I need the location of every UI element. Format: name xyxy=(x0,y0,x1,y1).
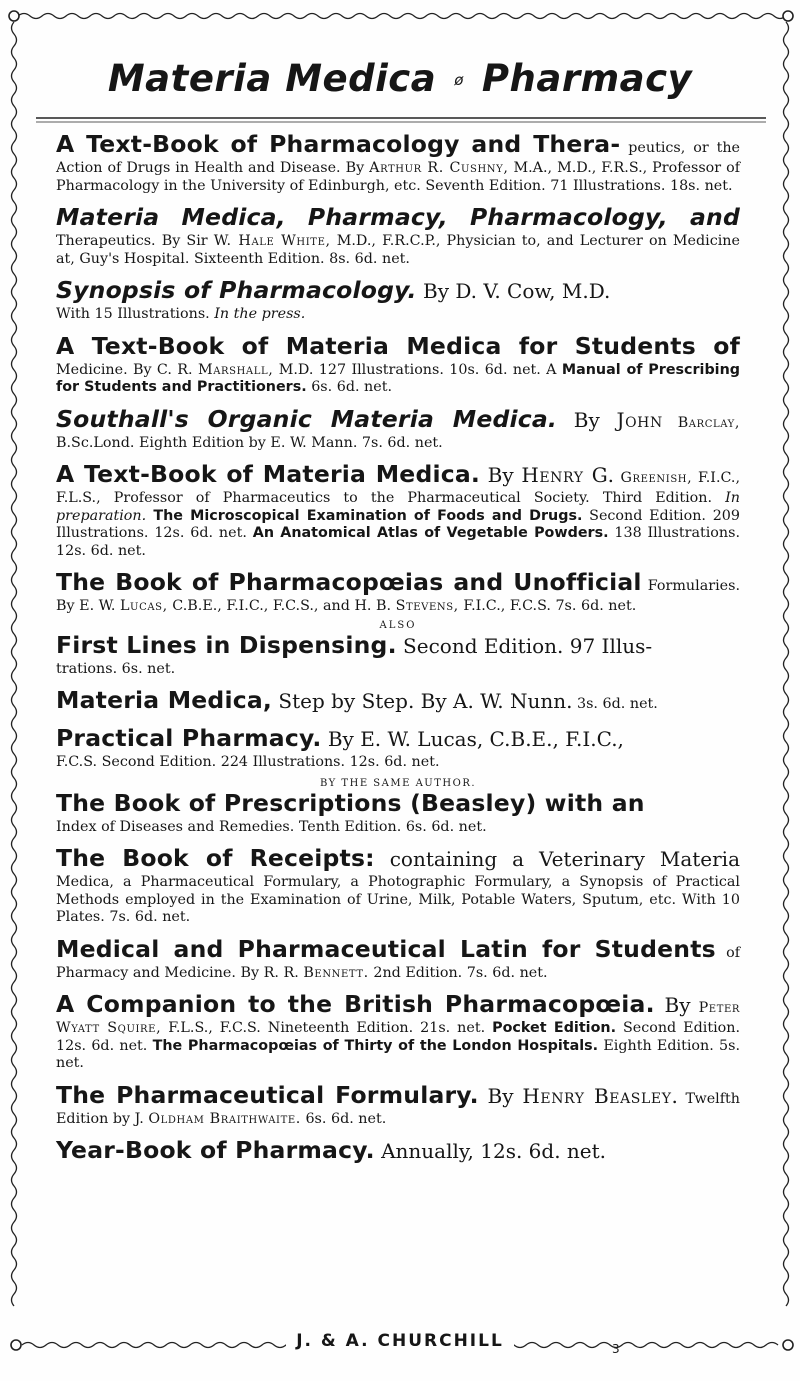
entry-title: A Text-Book of Pharmacology and Thera- xyxy=(56,130,621,158)
list-item: Materia Medica, Pharmacy, Pharmacology, and Therapeutics. By Sir W. Hale White, M.D., F.R.C.P., Physician to, and Lecturer on Medicine at, Guy's Hospital. Sixteenth Edition. 8s. 6d. net. xyxy=(56,203,740,267)
entry-title: The Book of Pharmacopœias and Unofficial xyxy=(56,568,642,596)
list-item: The Book of Pharmacopœias and Unofficial Formularies. By E. W. Lucas, C.B.E., F.I.C., F.C.S., and H. B. Stevens, F.I.C., F.C.S. 7s. 6d. net. xyxy=(56,568,740,614)
entry-title: Year-Book of Pharmacy. xyxy=(56,1136,375,1164)
list-item: Year-Book of Pharmacy. Annually, 12s. 6d. net. xyxy=(56,1136,607,1164)
list-item: A Text-Book of Pharmacology and Thera- peutics, or the Action of Drugs in Health and Disease. By Arthur R. Cushny, M.A., M.D., F.R.S., Professor of Pharmacology in the University of Edinburgh, etc. Seventh Edition. 71 Illustrations. 18s. net. xyxy=(56,130,740,194)
ampersand-ornament: ø xyxy=(454,71,464,89)
entry-title: First Lines in Dispensing. xyxy=(56,630,397,659)
list-item: Materia Medica, Step by Step. By A. W. Nunn. 3s. 6d. net. xyxy=(56,686,658,714)
entry-title: Synopsis of Pharmacology. xyxy=(56,276,417,304)
entry-title: The Pharmaceutical Formulary. xyxy=(56,1080,479,1109)
list-item: Synopsis of Pharmacology. By D. V. Cow, M.D. With 15 Illustrations. In the press. xyxy=(56,276,611,322)
list-item: A Text-Book of Materia Medica. By Henry G. Greenish, F.I.C., F.L.S., Professor of Pharmaceutics to the Pharmaceutical Society. Third Edition. In preparation. The Microscopical Examination of Foods and Drugs. Second Edition. 209 Illustrations. 12s. 6d. net. An Anatomical Atlas of Vegetable Powders. 138 Illustrations. 12s. 6d. net. xyxy=(56,460,741,559)
list-item: The Book of Prescriptions (Beasley) with an Index of Diseases and Remedies. Tenth Edition. 6s. 6d. net. xyxy=(56,788,645,835)
entry-title: Practical Pharmacy. xyxy=(56,724,322,752)
list-item: Practical Pharmacy. By E. W. Lucas, C.B.E., F.I.C., F.C.S. Second Edition. 224 Illustrations. 12s. 6d. net. xyxy=(56,724,624,770)
list-item: A Companion to the British Pharmacopœia. By Peter Wyatt Squire, F.L.S., F.C.S. Nineteenth Edition. 21s. net. Pocket Edition. Second Edition. 12s. 6d. net. The Pharmacopœias of Thirty of the London Hospitals. Eighth Edition. 5s. net. xyxy=(56,990,741,1071)
entry-title: Southall's Organic Materia Medica. xyxy=(56,404,558,433)
header-right-title: Pharmacy xyxy=(481,57,693,100)
list-item: A Text-Book of Materia Medica for Students of Medicine. By C. R. Marshall, M.D. 127 Illustrations. 10s. 6d. net. A Manual of Prescribing for Students and Practitioners. 6s. 6d. net. xyxy=(56,331,740,395)
header-left-title: Materia Medica xyxy=(107,57,437,100)
entry-title: Materia Medica, xyxy=(56,686,273,714)
catalogue-list xyxy=(56,128,740,1166)
entry-title: Medical and Pharmaceutical Latin for Students xyxy=(56,934,716,963)
entry-title: The Book of Prescriptions (Beasley) with an xyxy=(56,788,645,817)
entry-title: Materia Medica, Pharmacy, Pharmacology, and xyxy=(56,203,740,231)
entry-title: A Text-Book of Materia Medica for Students of xyxy=(56,331,740,360)
also-divider: ALSO xyxy=(379,619,417,631)
page-header xyxy=(40,45,760,113)
list-item: Medical and Pharmaceutical Latin for Students of Pharmacy and Medicine. By R. R. Bennett. 2nd Edition. 7s. 6d. net. xyxy=(56,934,740,981)
entry-title: A Companion to the British Pharmacopœia. xyxy=(56,990,655,1018)
list-item: Southall's Organic Materia Medica. By John Barclay, B.Sc.Lond. Eighth Edition by E. W. Mann. 7s. 6d. net. xyxy=(56,404,741,451)
list-item: First Lines in Dispensing. Second Edition. 97 Illus- trations. 6s. net. xyxy=(56,630,653,677)
list-item: The Book of Receipts: containing a Veterinary Materia Medica, a Pharmaceutical Formulary, a Photographic Formulary, a Synopsis of Practical Methods employed in the Examination of Urine, Milk, Potable Waters, Sputum, etc. With 10 Plates. 7s. 6d. net. xyxy=(56,844,740,925)
publisher-footer: J. & A. CHURCHILL xyxy=(0,1331,800,1351)
list-item: The Pharmaceutical Formulary. By Henry Beasley. Twelfth Edition by J. Oldham Braithwaite. 6s. 6d. net. xyxy=(56,1080,740,1127)
entry-title: The Book of Receipts: xyxy=(56,844,375,872)
page-number: 3 xyxy=(612,1342,620,1356)
entry-title: A Text-Book of Materia Medica. xyxy=(56,460,481,488)
same-author-divider: BY THE SAME AUTHOR. xyxy=(319,777,477,789)
